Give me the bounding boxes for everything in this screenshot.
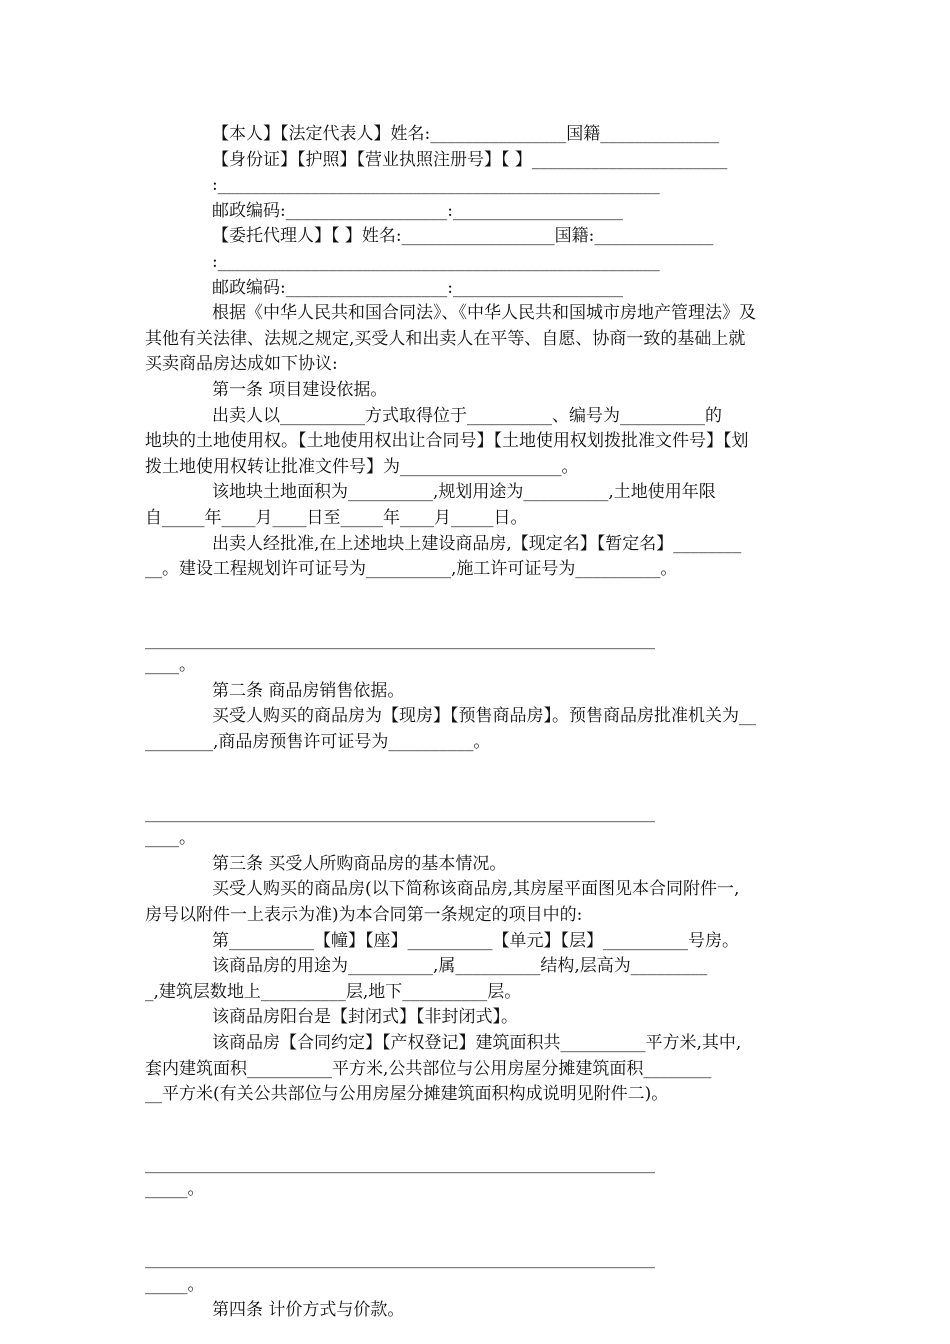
agent-address-line: :____________________________________________________: [212, 251, 660, 272]
blank-fill-line-end: _____。: [145, 1274, 205, 1295]
article-3-text: 买受人购买的商品房(以下简称该商品房,其房屋平面图见本合同附件一,: [212, 879, 740, 900]
agent-name-line: 【委托代理人】【 】姓名:__________________国籍:______________: [212, 226, 714, 247]
article-3-text: 套内建筑面积__________平方米,公共部位与公用房屋分摊建筑面积________: [145, 1058, 712, 1079]
article-2-heading: 第二条 商品房销售依据。: [212, 680, 405, 701]
blank-fill-line-end: ____。: [145, 828, 196, 849]
contract-document: [145, 122, 809, 1324]
article-1-heading: 第一条 项目建设依据。: [212, 379, 388, 400]
article-1-text: 该地块土地面积为__________,规划用途为__________,土地使用年限: [212, 482, 716, 503]
blank-fill-line: ____________________________________________________________: [145, 1153, 655, 1174]
article-3-text: 该商品房阳台是【封闭式】【非封闭式】。: [212, 1007, 518, 1028]
article-1-text: 拨土地使用权转让批准文件号】为___________________。: [145, 456, 579, 477]
party-address-line: :____________________________________________________: [212, 175, 660, 196]
article-4-heading: 第四条 计价方式与价款。: [212, 1300, 405, 1321]
blank-fill-line: ____________________________________________________________: [145, 802, 655, 823]
article-1-text: 地块的土地使用权。【土地使用权出让合同号】【土地使用权划拨批准文件号】【划: [145, 431, 749, 452]
article-3-text: _,建筑层数地上__________层,地下__________层。: [145, 981, 522, 1002]
article-1-text: 出卖人经批准,在上述地块上建设商品房,【现定名】【暂定名】________: [212, 533, 742, 554]
party-id-line: 【身份证】【护照】【营业执照注册号】【 】_______________________: [212, 149, 728, 170]
preamble-line: 买卖商品房达成如下协议:: [145, 354, 338, 375]
article-3-text: 第__________【幢】【座】__________【单元】【层】__________号房。: [212, 930, 739, 951]
blank-fill-line: ____________________________________________________________: [145, 629, 655, 650]
article-3-text: 该商品房的用途为__________,属__________结构,层高为_________: [212, 956, 708, 977]
article-3-text: __平方米(有关公共部位与公用房屋分摊建筑面积构成说明见附件二)。: [145, 1084, 669, 1105]
article-2-text: 买受人购买的商品房为【现房】【预售商品房】。预售商品房批准机关为__: [212, 706, 756, 727]
party-postcode-line: 邮政编码:___________________:____________________: [212, 200, 623, 221]
blank-fill-line-end: _____。: [145, 1179, 205, 1200]
article-3-text: 房号以附件一上表示为准)为本合同第一条规定的项目中的:: [145, 905, 583, 926]
article-2-text: ________,商品房预售许可证号为__________。: [145, 732, 491, 753]
party-name-line: 【本人】【法定代表人】姓名:________________国籍______________: [212, 124, 720, 144]
blank-fill-line-end: ____。: [145, 655, 196, 676]
preamble-line: 根据《中华人民共和国合同法》、《中华人民共和国城市房地产管理法》及: [212, 303, 756, 324]
article-1-text: 出卖人以__________方式取得位于__________、编号为__________的: [212, 405, 722, 426]
preamble-line: 其他有关法律、法规之规定,买受人和出卖人在平等、自愿、协商一致的基础上就: [145, 328, 746, 349]
article-1-text: __。建设工程规划许可证号为__________,施工许可证号为__________。: [145, 559, 678, 580]
article-3-text: 该商品房【合同约定】【产权登记】建筑面积共__________平方米,其中,: [212, 1033, 742, 1053]
article-1-text: 自_____年____月____日至_____年____月_____日。: [145, 507, 528, 528]
article-3-heading: 第三条 买受人所购商品房的基本情况。: [212, 853, 507, 874]
agent-postcode-line: 邮政编码:___________________:____________________: [212, 277, 623, 298]
blank-fill-line: ____________________________________________________________: [145, 1248, 655, 1269]
